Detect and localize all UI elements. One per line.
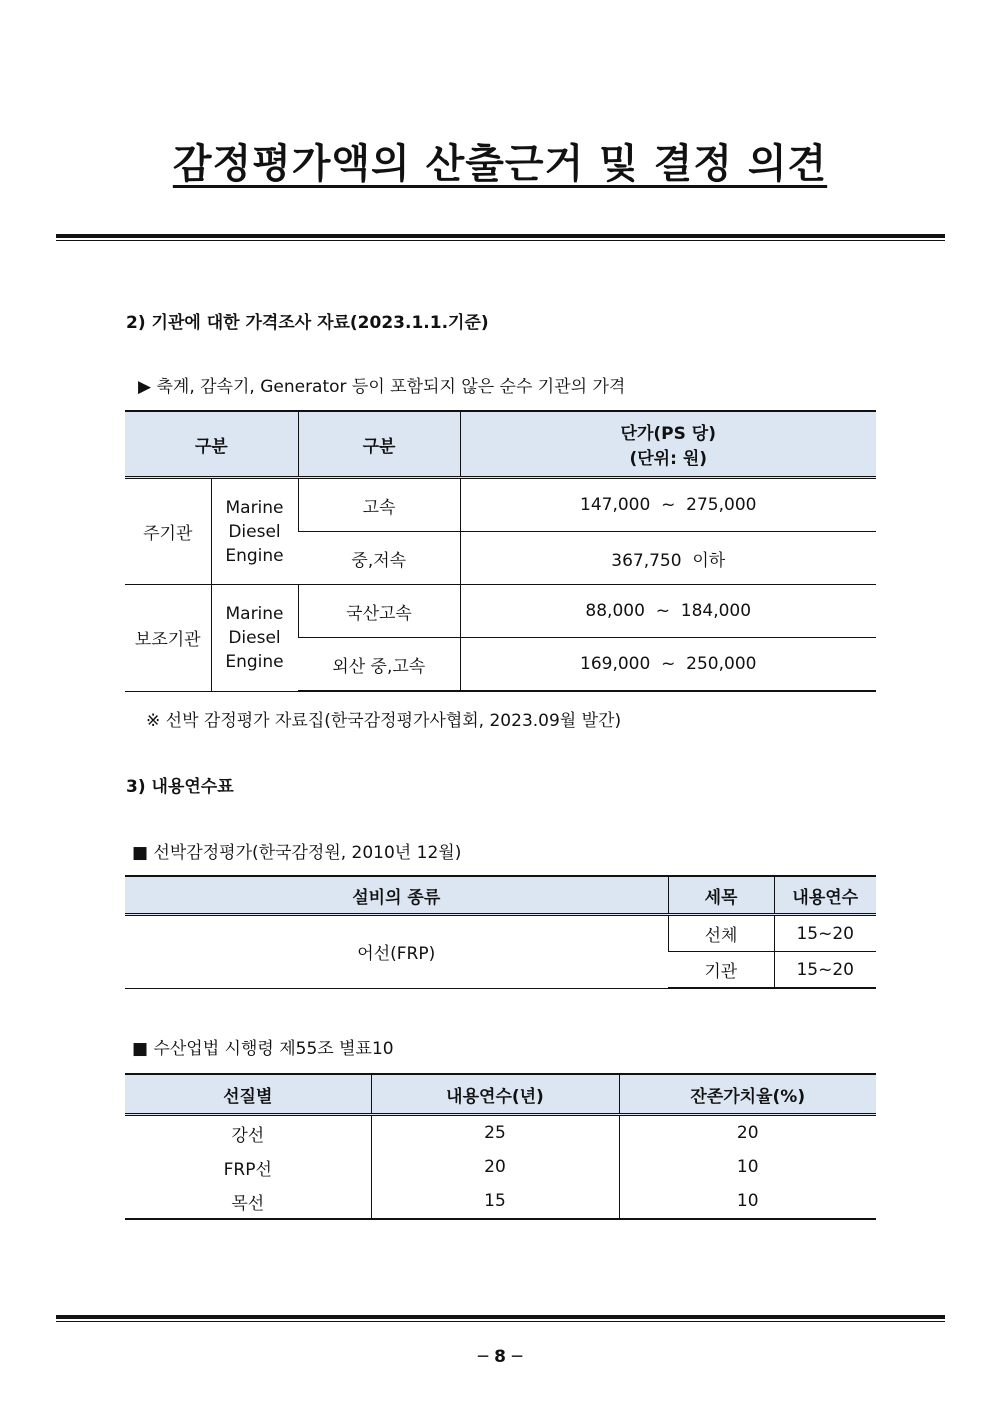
price-cell: 88,000 ~ 184,000 — [460, 585, 876, 638]
useful-life-cell: 15 — [371, 1184, 619, 1219]
col-header-unit-price — [460, 411, 876, 478]
useful-life-table-1 — [125, 875, 876, 989]
engine-type-line: Engine — [225, 651, 284, 672]
source-note: ※ 선박 감정평가 자료집(한국감정평가사협회, 2023.09월 발간) — [146, 711, 622, 731]
price-cell: 367,750 이하 — [460, 532, 876, 585]
hull-material-cell: 강선 — [231, 1125, 265, 1146]
table-header-row — [125, 1074, 876, 1115]
engine-type-line: Diesel — [228, 627, 281, 648]
page-title — [0, 132, 1000, 189]
col-header-residual-value: 잔존가치율(%) — [619, 1074, 876, 1115]
table-header-row — [125, 876, 876, 915]
item-cell: 기관 — [668, 952, 774, 989]
section-2-heading: 2) 기관에 대한 가격조사 자료(2023.1.1.기준) — [126, 313, 489, 333]
item-cell: 선체 — [668, 915, 774, 952]
page-title-text: 감정평가액의 산출근거 및 결정 의견 — [172, 141, 828, 187]
col-header-category: 구분 — [125, 411, 298, 478]
table-row — [125, 1184, 876, 1219]
subcategory-cell: 외산 중,고속 — [298, 638, 460, 692]
table-row — [125, 585, 876, 638]
subcategory-cell: 국산고속 — [298, 585, 460, 638]
residual-value-cell: 10 — [619, 1150, 876, 1184]
page-number: ─ 8 ─ — [477, 1347, 523, 1367]
top-divider — [56, 234, 945, 241]
engine-type-line: Diesel — [228, 521, 281, 542]
years-cell: 15~20 — [774, 915, 876, 952]
col-header-useful-life: 내용연수 — [774, 876, 876, 915]
bottom-divider — [56, 1315, 945, 1322]
useful-life-cell: 20 — [371, 1150, 619, 1184]
engine-type-line: Engine — [225, 545, 284, 566]
engine-price-note: ▶ 축계, 감속기, Generator 등이 포함되지 않은 순수 기관의 가격 — [138, 377, 626, 397]
engine-type-line: Marine — [225, 497, 284, 518]
engine-type-line: Marine — [225, 603, 284, 624]
price-cell: 169,000 ~ 250,000 — [460, 638, 876, 692]
subcategory-cell: 고속 — [298, 478, 460, 532]
col-header-equipment-type: 설비의 종류 — [125, 876, 668, 915]
col-header-subcategory: 구분 — [298, 411, 460, 478]
table-header-row — [125, 411, 876, 478]
useful-life-caption-1: ■ 선박감정평가(한국감정원, 2010년 12월) — [132, 843, 462, 863]
useful-life-cell: 25 — [371, 1115, 619, 1151]
col-header-useful-life-years: 내용연수(년) — [371, 1074, 619, 1115]
col-header-item: 세목 — [668, 876, 774, 915]
table-row — [125, 915, 876, 952]
unit-label: (단위: 원) — [629, 449, 708, 469]
residual-value-cell: 10 — [619, 1184, 876, 1219]
category-cell: 보조기관 — [125, 585, 211, 692]
unit-price-label: 단가(PS 당) — [620, 424, 716, 444]
engine-type-cell — [211, 478, 298, 585]
hull-material-cell: FRP선 — [223, 1159, 272, 1180]
hull-material-cell: 목선 — [125, 1184, 371, 1219]
subcategory-cell: 중,저속 — [298, 532, 460, 585]
section-3-heading: 3) 내용연수표 — [126, 777, 234, 797]
category-cell: 주기관 — [125, 478, 211, 585]
equipment-type-cell: 어선(FRP) — [125, 915, 668, 989]
engine-type-cell — [211, 585, 298, 692]
residual-value-cell: 20 — [619, 1115, 876, 1151]
price-cell: 147,000 ~ 275,000 — [460, 478, 876, 532]
years-cell: 15~20 — [774, 952, 876, 989]
useful-life-caption-2: ■ 수산업법 시행령 제55조 별표10 — [132, 1039, 394, 1059]
useful-life-table-2 — [125, 1073, 876, 1220]
col-header-hull-material: 선질별 — [125, 1074, 371, 1115]
table-row — [125, 478, 876, 532]
engine-price-table — [125, 410, 876, 692]
table-row — [125, 1115, 876, 1151]
table-row — [125, 1150, 876, 1184]
